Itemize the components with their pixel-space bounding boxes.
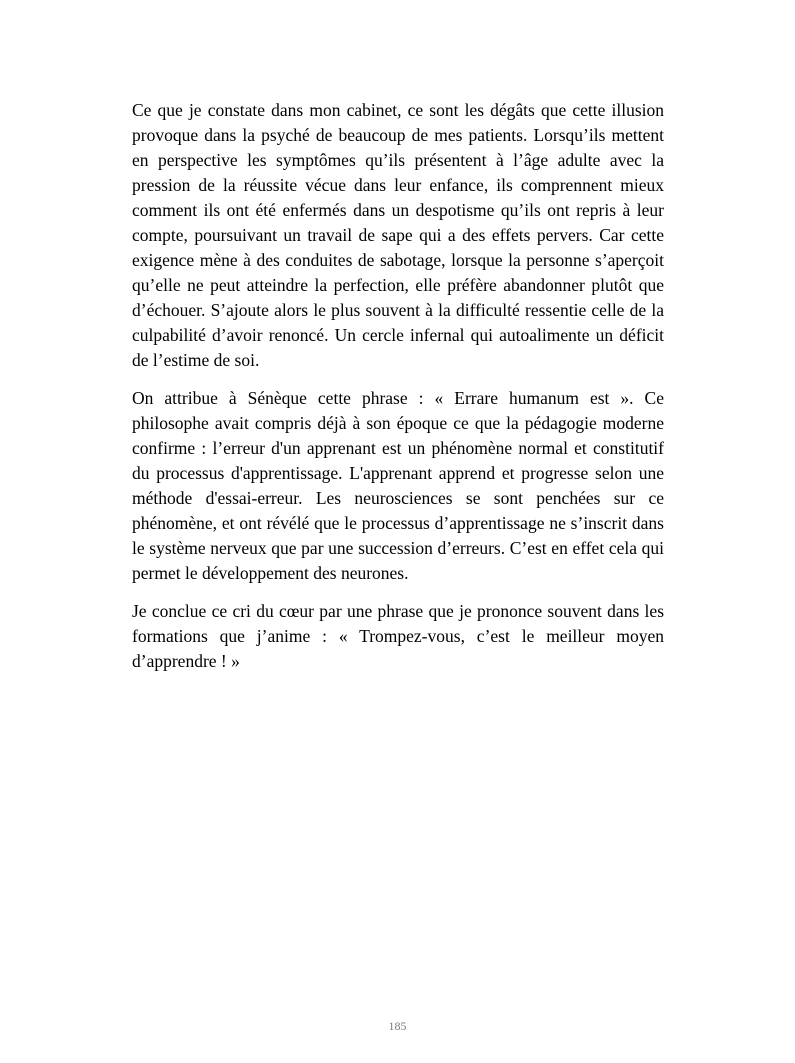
paragraph-1: Ce que je constate dans mon cabinet, ce sont les dégâts que cette illusion provoque dans la psyché de beaucoup de mes patients. Lorsqu’ils mettent en perspective les symptômes qu’ils présentent à l’âge adulte avec la pression de la réussite vécue dans leur enfance, ils comprennent mieux comment ils ont été enfermés dans un despotisme qu’ils ont repris à leur compte, poursuivant un travail de sape qui a des effets pervers. Car cette exigence mène à des conduites de sabotage, lorsque la personne s’aperçoit qu’elle ne peut atteindre la perfection, elle préfère abandonner plutôt que d’échouer. S’ajoute alors le plus souvent à la difficulté ressentie celle de la culpabilité d’avoir renoncé. Un cercle infernal qui autoalimente un déficit de l’estime de soi. xyxy=(132,100,664,370)
page-body xyxy=(132,98,664,687)
paragraph-2: On attribue à Sénèque cette phrase : « Errare humanum est ». Ce philosophe avait compris déjà à son époque ce que la pédagogie moderne confirme : l’erreur d'un apprenant est un phénomène normal et constitutif du processus d'apprentissage. L'apprenant apprend et progresse selon une méthode d'essai-erreur. Les neurosciences se sont penchées sur ce phénomène, et ont révélé que le processus d’apprentissage ne s’inscrit dans le système nerveux que par une succession d’erreurs. C’est en effet cela qui permet le développement des neurones. xyxy=(132,388,664,583)
paragraph-3: Je conclue ce cri du cœur par une phrase que je prononce souvent dans les formations que j’anime : « Trompez-vous, c’est le meilleur moyen d’apprendre ! » xyxy=(132,601,664,671)
page-number: 185 xyxy=(388,1019,407,1033)
